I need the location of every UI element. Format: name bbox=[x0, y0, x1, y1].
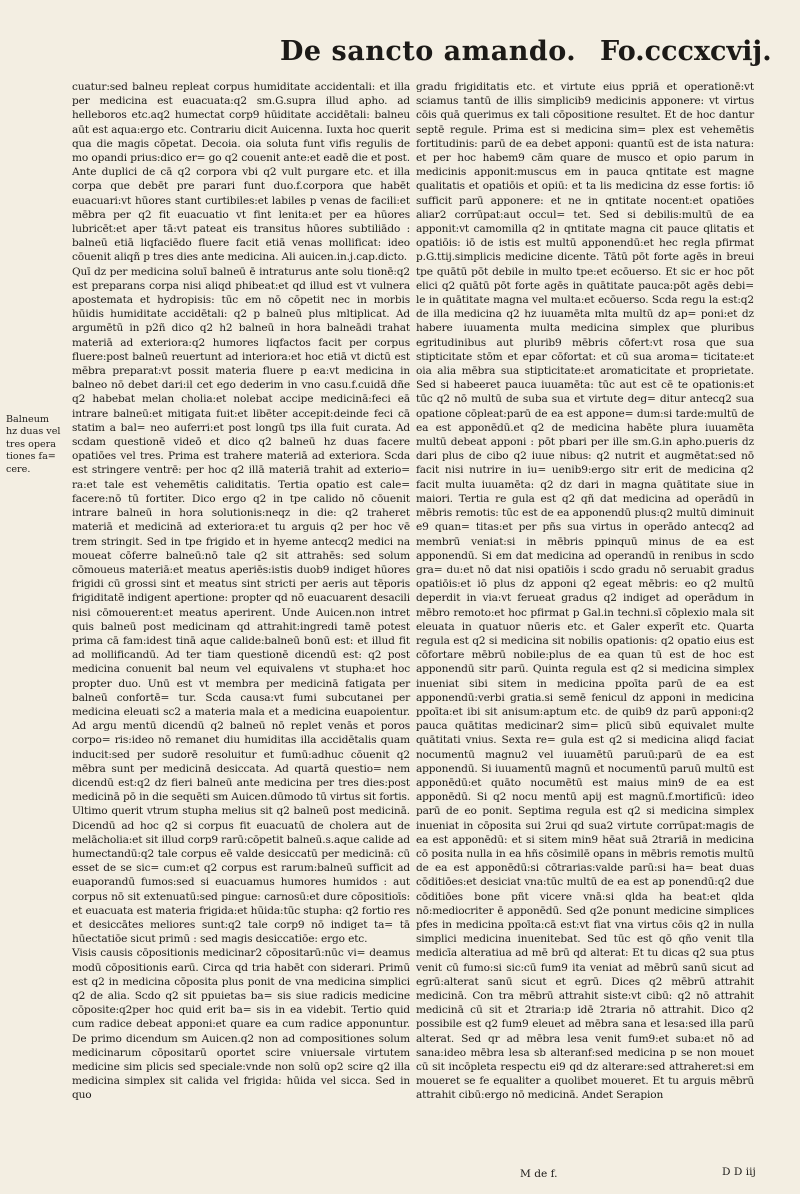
marginal-note-line: tres opera bbox=[6, 438, 56, 450]
folio-number: Fo.cccxcvij. bbox=[600, 36, 772, 67]
paragraph: gradu frigiditatis etc. et virtute eius ppriā et operationē:vt sciamus tantū de illis simplicib9 medicinis apponere: vt virtus cōis quā querimus ex tali cōpositione resultet. Et de hoc dantur septē regule. Prima est si medicina sim= plex est vehemētis fortitudinis: parū de ea debet apponi: quantū est de ista natura: et per hoc habem9 cām quare de musco et opio parum in medicinis apponit:muscus em in pauca qntitate est magne qualitatis et opatiōis et opiū: et ta lis medicina dz esse fortis: iō sufficit parū apponere: et ne in qntitate nocent:et opatiōes aliar2 corrūpat:aut occul= tet. Sed si debilis:multū de ea apponit:vt camomilla q2 in qntitate magna cit pauce qlitatis et opatiōis: iō de istis est multū apponendū:et hec regla pfirmat p.G.ttij.simplicis medicine dicente. Tātū pōt forte agēs in breui tpe quātū pōt debile in multo tpe:et ecōuerso. Et sic er hoc pōt elici q2 quātū pōt forte agēs in quātitate pauca:pōt agēs debi= le in quātitate magna vel multa:et ecōuerso. Scda regu la est:q2 de illa medicina q2 hz iuuamēta mlta multū dz ap= poni:et dz habere iuuamenta multa medicina simplex que pluribus egritudinibus aut plurib9 mēbris cōfert:vt rosa que sua stipticitate stōm et epar cōfortat: et cū sua aroma= ticitate:et oia alia mēbra sua stipticitate:et aromaticitate et proprietate. Sed si habeeret pauca iuuamēta: tūc aut est cē te opationis:et tūc q2 nō multū de suba sua et virtute deg= ditur antecq2 sua opatione cōpleat:parū de ea est appone= dum:si tarde:multū de ea est apponēdū.et q2 de medicina habēte plura iuuamēta multū debeat apponi : pōt pbari per ille sm.G.in apho.pueris dz dari plus de cibo q2 iuue nibus: q2 nutrit et augmētat:sed nō facit nisi nutrire in iu= uenib9:ergo sitr erit de medicina q2 facit multa iuuamēta: q2 dz dari in magna quātitate siue in maiori. Tertia re gula est q2 qñ dat medicina ad operādū in mēbris remotis: tūc est de ea apponendū plus:q2 multū diminuit e9 quan= titas:et per pñs sua virtus in operādo antecq2 ad membrū veniat:si in mēbris ppinquū minus de ea est apponendū. Si em dat medicina ad operandū in renibus in scdo gra= du:et nō dat nisi opatiōis i scdo gradu nō seruabit gradus opatiōis:et iō plus dz apponi q2 egeat mēbris: eo q2 multū deperdit in via:vt ferueat gradus q2 indiget ad operādum in mēbro remoto:et hoc pfirmat p Gal.in techni.sī cōplexio mala sit eleuata in quatuor nūeris etc. et Galer experīt etc. Quarta regula est q2 si medicina sit nobilis opationis: q2 opatio eius est cōfortare mēbrū nobile:plus de ea quan tū est de hoc est apponendū sitr parū. Quinta regula est q2 si medicina simplex inueniat sibi sitem in medicina ppoīta parū de ea est apponendū:verbi gratia.si semē fenicul dz apponi in medicina ppoīta:et ibi sit anisum:aptum etc. de quib9 dz parū apponi:q2 pauca quātitas medicinar2 sim= plicū sibū equivalet multe quātitati vnius. Sexta re= gula est q2 si medicina aliqd faciat nocumentū magnu2 vel iuuamētū paruū:parū de ea est apponendū. Si iuuamentū magnū et nocumentū paruū multū est apponēdū:et quāto nocumētū est maius min9 de ea est apponēdū. Si q2 nocu mentū apij est magnū.f.mortificū: ideo parū de eo ponit. Septima regula est q2 si medicina simplex inueniat in cōposita sui 2rui qd sua2 virtute corrūpat:magis de ea est apponēdū: et si sitem min9 hēat suā 2trariā in medicina cō posita nulla in ea hñs cōsimilē opans in mēbris remotis multū de ea est apponēdū:si cōtrarias:valde parū:si ha= beat duas cōditiōes:et desiciat vna:tūc multū de ea est ap ponendū:q2 due cōditiōes bone pñt vicere vnā:si qlda ha beat:et qlda nō:mediocriter ē apponēdū. Sed q2e ponunt medicine simplices pfes in medicina ppoīta:cā est:vt fiat vna virtus cōis q2 in nulla simplici medicina inuenitebat. Sed tūc est qō qño venit tlla medicīa alteratiua ad mē brū qd alterat: Et tu dicas q2 sua ptus venit cū fumo:si sic:cū fum9 ita veniat ad mēbrū sanū sicut ad egrū:alterat sanū sicut et egrū. Dices q2 mēbrū attrahit medicinā. Con tra mēbrū attrahit siste:vt cibū: q2 nō attrahit medicinā cū sit et 2traria:p idē 2traria nō attrahit. Dico q2 possibile est q2 fum9 eleuet ad mēbra sana et lesa:sed illa parū alterat. Sed qr ad mēbra lesa venit fum9:et suba:et nō ad sana:ideo mēbra lesa sb alteranf:sed medicina p se non mouet cū sit incōpleta respectu ei9 qd dz alterare:sed attraheret:si em moueret se fe equaliter a quolibet moueret. Et tu arguis mēbrū attrahit cibū:ergo nō medicinā. Andet Serapion bbox=[416, 81, 754, 1102]
marginal-note bbox=[6, 414, 66, 476]
marginal-note-line: tiones fa= bbox=[6, 451, 56, 463]
paragraph: Visis causis cōpositionis medicinar2 cōpositarū:nūc vi= deamus modū cōpositionis earū. Circa qd tria habēt con siderari. Primū est q2 in medicina cōposita plus ponit de vna medicina simplici q2 de alia. Scdo q2 sit ppuietas ba= sis siue radicis medicine cōposite:q2per hoc quid erit ba= sis in ea videbit. Tertio quid cum radice debeat apponi:et quare ea cum radice apponuntur. De primo dicendum sm Auicen.q2 non ad compositiones solum medicinarum cōpositarū oportet scire vniuersale virtutem medicine sim plicis sed speciale:vnde non solū op2 scire q2 illa medicina simplex sit calida vel frigida: hūida vel sicca. Sed in quo bbox=[72, 947, 410, 1102]
signature-mark: D D iij bbox=[722, 1166, 756, 1178]
paragraph: cuatur:sed balneu repleat corpus humiditate accidentali: et illa per medicina est euacuata:q2 sm.G.supra illud apho. ad helleboros etc.aq2 humectat corp9 hūiditate accidētali: balneu aūt est aqua:ergo etc. Contrariu dicit Auicenna. Iuxta hoc querit qua die magis cōpetat. Decoia. oia soluta funt vifis regulis de mo opandi prius:dico er= go q2 couenit ante:et eadē die et post. Ante duplici de cā q2 corpora vbi q2 vult purgare etc. et illa corpa que debēt pre parari funt duo.f.corpora que habēt euacuari:vt hūores stant curtibiles:et labiles p venas de facili:et mēbra per q2 fit euacuatio vt fint lenita:et per ea hūores lubricēt:et aper tā:vt pateat eis transitus hūores subtiliādo : balneū etiā liqfaciēdo fluere facit etiā venas mollificat: ideo cōuenit aliqñ p tres dies ante medicina. Ali auicen.in.j.cap.dicto. bbox=[72, 81, 410, 264]
marginal-note-line: Balneum bbox=[6, 414, 49, 425]
marginal-note-line: hz duas vel bbox=[6, 426, 61, 438]
running-title: De sancto amando. bbox=[280, 36, 577, 67]
catchword: M de f. bbox=[520, 1168, 558, 1180]
left-text-column bbox=[72, 80, 410, 1103]
marginal-note-line: cere. bbox=[6, 463, 31, 475]
paragraph: Quī dz per medicina soluī balneū ē intraturus ante solu tionē:q2 est preparans corpa nisi aliqd phibeat:et qd illud est vt vulnera apostemata et hydropisis: tūc em nō cōpetit nec in morbis hūidis humiditate accidētali: q2 p balneū plus mltiplicat. Ad argumētū in p2ñ dico q2 h2 balneū in hora balneādi trahat materiā ad exteriora:q2 humores liqfactos facit per corpus fluere:post balneū reuertunt ad interiora:et hoc etiā vt dictū est mēbra preparat:vt possit materia fluere p ea:vt medicina in balneo nō debet dari:il cet ego dederim in vno casu.f.cuidā dñe q2 habebat melan cholia:et nolebat accipe medicinā:feci eā intrare balneū:et mitigata fuit:et libēter accepit:deinde feci cā statim a bal= neo auferri:et post longū tps illa fuit curata. Ad scdam questionē videō et dico q2 balneū hz duas facere opatiōes vel tres. Prima est trahere materiā ad exteriora. Scda est stringere ventrē: per hoc q2 illā materiā trahit ad exterio= ra:et tale est vehemētis caliditatis. Tertia opatio est cale= facere:nō tū fortiter. Dico ergo q2 in tpe calido nō cōuenit intrare balneū in hora solutionis:neqz in die: q2 traheret materiā et medicinā ad exteriora:et tu arguis q2 per hoc vē trem stringit. Sed in tpe frigido et in hyeme antecq2 medici na moueat cōferre balneū:nō tale q2 sit attrahēs: sed solum cōmoueus materiā:et meatus aperiēs:istis duob9 indiget hūores frigidi cū grossi sint et meatus sint stricti per aeris aut tēporis frigiditatē indigent apertione: propter qd nō euacuarent desacili nisi cōmouerent:et meatus aperirent. Unde Auicen.non intret quis balneū post medicinam qd attrahit:ingredi tamē potest prima cā fam:idest tinā aque calide:balneū bonū est: et illud fit ad mollificandū. Ad ter tiam questionē dicendū est: q2 post medicina conuenit bal neum vel equivalens vt stupha:et hoc propter duo. Unū est vt membra per medicinā fatigata per balneū confortē= tur. Scda causa:vt fumi subcutanei per medicina eleuati sc2 a materia mala et a medicina euapoientur. Ad argu mentū dicendū q2 balneū nō replet venās et poros corpo= ris:ideo nō remanet diu humiditas illa accidētalis quam inducit:sed per sudorē resoluitur et fumū:adhuc cōuenit q2 mēbra sunt per medicinā desiccata. Ad quartā questio= nem dicendū est:q2 dz fieri balneū ante medicina per tres dies:post medicinā pō in die sequēti sm Auicen.dūmodo tū virtus sit fortis. Ultimo querit vtrum stupha melius sit q2 balneū post medicinā. Dicendū ad hoc q2 si corpus fit euacuatū de cholera aut de melācholia:et sit illud corp9 rarū:cōpetit balneū.s.aque calide ad humectandū:q2 tale corpus eē valde desiccatū per medicinā: cū esset de se sic= cum:et q2 corpus est rarum:balneū sufficit ad euaporandū fumos:sed si euacuamus humores humidos : aut corpus nō sit extenuatū:sed pingue: carnosū:et dure cōpositioīs: et euacuata est materia frigida:et hūida:tūc stupha: q2 fortio res et desiccātes meliores sunt:q2 tale corp9 nō indiget ta= tā hūectatiōe sicut primū : sed magis desiccatiōe: ergo etc. bbox=[72, 265, 410, 946]
right-text-column bbox=[416, 80, 754, 1103]
page-header bbox=[0, 36, 800, 76]
